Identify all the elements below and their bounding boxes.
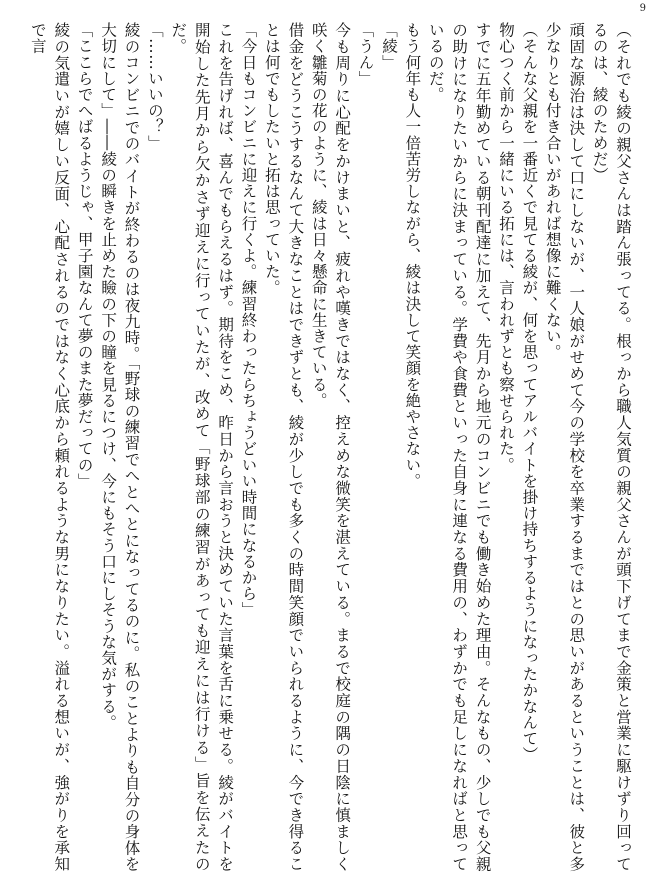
paragraph: 「綾」 bbox=[379, 22, 398, 71]
paragraph: もう何年も人一倍苦労しながら、綾は決して笑顔を絶やさない。 bbox=[403, 22, 422, 489]
paragraph: 綾の気遣いが嬉しい反面、心配されるのではなく心底から頼れるような男になりたい。溢れる想いが、強がりを承知で言 bbox=[28, 22, 71, 872]
paragraph: 頑固な源治は決して口にしないが、一人娘がせめて今の学校を卒業するまではとの思いがあるということは、彼と多少なりとも付き合いがあれば想像に難くない。 bbox=[543, 22, 586, 872]
paragraph: これを告げれば、喜んでもらえるはず。期待をこめ、昨日から言おうと決めていた言葉を舌に乗せる。綾がバイトを開始した先月から欠かさず迎えに行っていたが、改めて「野球部の練習があっても迎えには行ける」旨を伝えたのだ。 bbox=[169, 22, 235, 872]
paragraph: 「うん」 bbox=[356, 22, 375, 87]
paragraph: すでに五年勤めている朝刊配達に加えて、先月から地元のコンビニでも働き始めた理由。そんなもの、少しでも父親の助けになりたいからに決まっている。学費や食費といった自身に連なる費用の、わずかでも足しになればと思っているのだ。 bbox=[426, 22, 492, 872]
paragraph: 「ここらでへばるようじゃ、甲子園なんて夢のまた夢だっての」 bbox=[75, 22, 94, 489]
paragraph: 「今日もコンビニに迎えに行くよ。練習終わったらちょうどいい時間になるから」 bbox=[239, 22, 258, 618]
paragraph: 借金をどうこうするなんて大きなことはできずとも、綾が少しでも多くの時間笑顔でいられるように、今でき得ることは何でもしたいと拓は思っていた。 bbox=[262, 22, 305, 872]
paragraph: （それでも綾の親父さんは踏ん張ってる。根っから職人気質の親父さんが頭下げてまで金策と営業に駆けずり回ってるのは、綾のためだ） bbox=[590, 22, 632, 872]
vertical-text-body bbox=[20, 22, 634, 872]
paragraph: 綾のコンビニでのバイトが終わるのは夜九時。「野球の練習でへとへとになってるのに。私のことよりも自分の身体を大切にして」――綾の瞬きを止めた瞼の下の瞳を見るにつけ、今にもそう口にしそうな気がする。 bbox=[99, 22, 141, 872]
paragraph: 「……いいの？」 bbox=[145, 22, 164, 151]
paragraph: 今も周りに心配をかけまいと、疲れや嘆きではなく、控えめな微笑を湛えている。まるで校庭の隅の日陰に慎ましく咲く雛菊の花のように、綾は日々懸命に生きている。 bbox=[309, 22, 352, 872]
paragraph: （そんな父親を一番近くで見てる綾が、何を思ってアルバイトを掛け持ちするようになったかなんて） bbox=[520, 22, 539, 763]
page-number: 9 bbox=[639, 3, 646, 14]
paragraph: 物心つく前から一緒にいる拓には、言われずとも察せられた。 bbox=[496, 22, 515, 473]
